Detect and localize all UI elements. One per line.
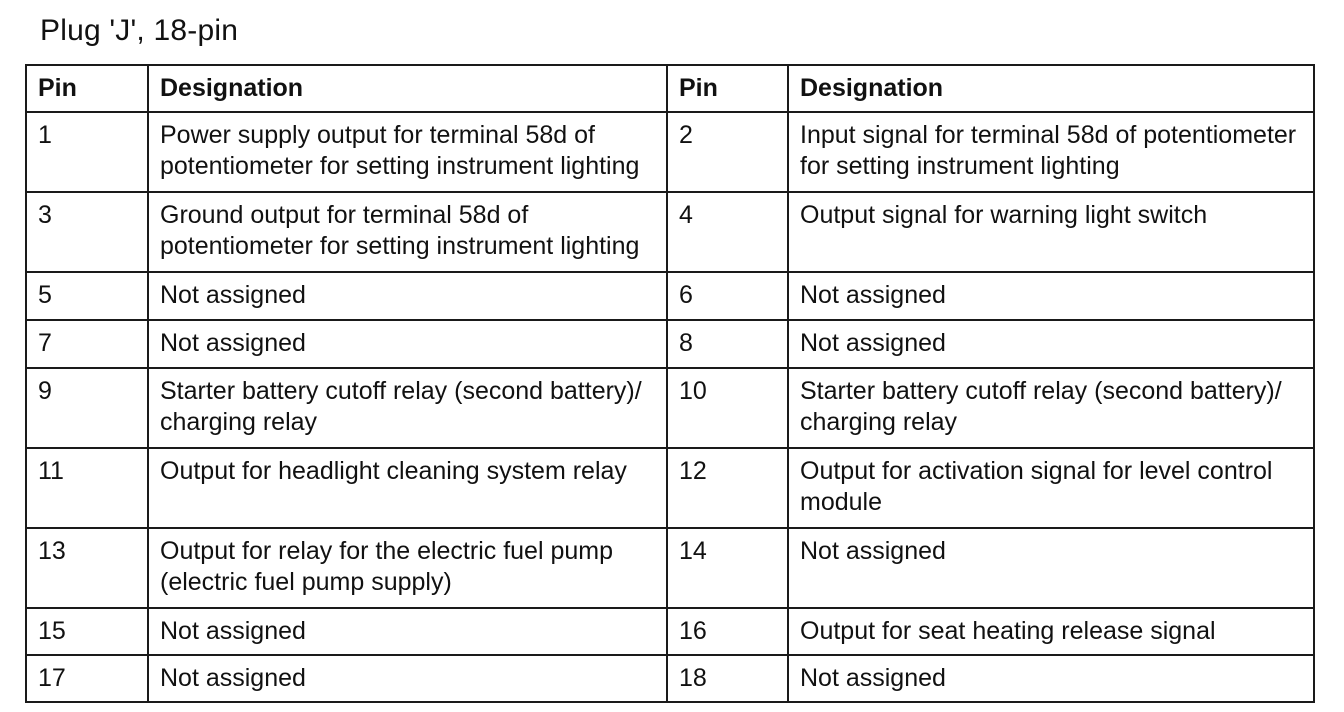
pin-number: 8 — [667, 320, 788, 368]
pin-number: 1 — [26, 112, 148, 192]
pin-designation: Not assigned — [788, 320, 1314, 368]
header-designation-left: Designation — [148, 65, 667, 112]
pin-designation: Input signal for terminal 58d of potentiometer for setting instrument lighting — [788, 112, 1314, 192]
pin-number: 7 — [26, 320, 148, 368]
header-pin-right: Pin — [667, 65, 788, 112]
pin-designation: Starter battery cutoff relay (second battery)/ charging relay — [148, 368, 667, 448]
table-row — [26, 112, 1314, 192]
table-row — [26, 320, 1314, 368]
pin-number: 18 — [667, 655, 788, 702]
pin-designation: Power supply output for terminal 58d of potentiometer for setting instrument lighting — [148, 112, 667, 192]
pin-number: 5 — [26, 272, 148, 320]
pin-number: 4 — [667, 192, 788, 272]
pin-designation: Output signal for warning light switch — [788, 192, 1314, 272]
pin-number: 2 — [667, 112, 788, 192]
pin-number: 6 — [667, 272, 788, 320]
pin-designation: Output for relay for the electric fuel pump (electric fuel pump supply) — [148, 528, 667, 608]
pin-number: 17 — [26, 655, 148, 702]
pin-assignment-table — [25, 64, 1315, 703]
pin-number: 16 — [667, 608, 788, 655]
table-header-row — [26, 65, 1314, 112]
pin-designation: Output for seat heating release signal — [788, 608, 1314, 655]
pin-designation: Output for activation signal for level control module — [788, 448, 1314, 528]
table-row — [26, 368, 1314, 448]
pin-designation: Not assigned — [788, 272, 1314, 320]
pin-designation: Not assigned — [148, 272, 667, 320]
header-pin-left: Pin — [26, 65, 148, 112]
header-designation-right: Designation — [788, 65, 1314, 112]
pin-designation: Not assigned — [148, 320, 667, 368]
pin-designation: Not assigned — [788, 655, 1314, 702]
table-row — [26, 655, 1314, 702]
table-row — [26, 528, 1314, 608]
pin-number: 3 — [26, 192, 148, 272]
table-row — [26, 608, 1314, 655]
table-row — [26, 448, 1314, 528]
pin-number: 12 — [667, 448, 788, 528]
pin-designation: Not assigned — [788, 528, 1314, 608]
pin-designation: Output for headlight cleaning system relay — [148, 448, 667, 528]
pin-number: 15 — [26, 608, 148, 655]
pin-number: 10 — [667, 368, 788, 448]
pin-designation: Not assigned — [148, 655, 667, 702]
pin-designation: Starter battery cutoff relay (second battery)/ charging relay — [788, 368, 1314, 448]
pin-designation: Not assigned — [148, 608, 667, 655]
pin-number: 14 — [667, 528, 788, 608]
page-title: Plug 'J', 18-pin — [40, 14, 239, 47]
pin-number: 9 — [26, 368, 148, 448]
pin-designation: Ground output for terminal 58d of potentiometer for setting instrument lighting — [148, 192, 667, 272]
table-row — [26, 192, 1314, 272]
table-row — [26, 272, 1314, 320]
pin-number: 11 — [26, 448, 148, 528]
pin-number: 13 — [26, 528, 148, 608]
